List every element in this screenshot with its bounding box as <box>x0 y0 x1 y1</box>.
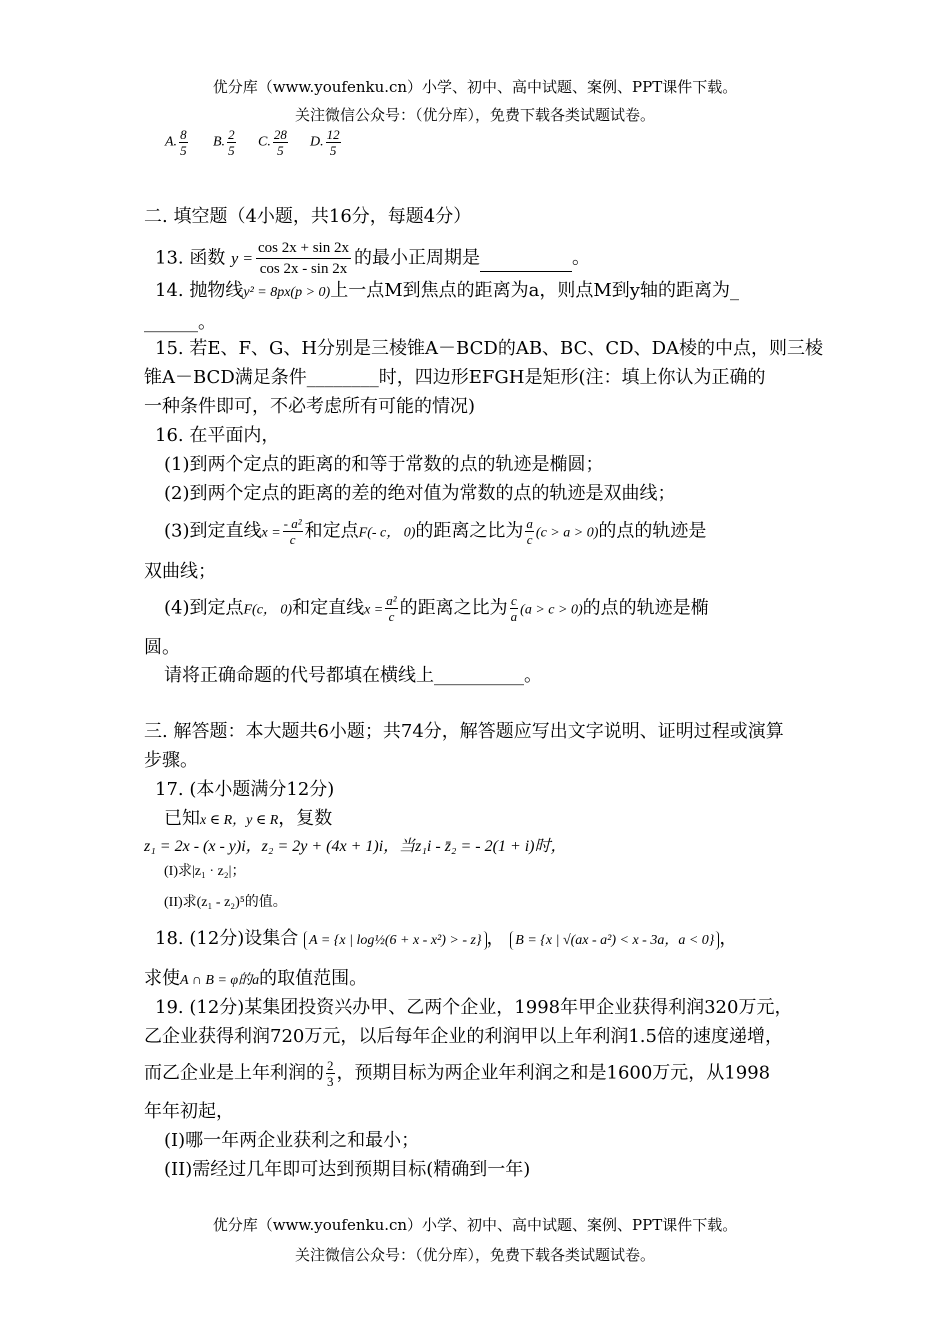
footer-line-2: 关注微信公众号：（优分库），免费下载各类试题试卷。 <box>294 1246 655 1264</box>
question-16-item-4-continued: 圆。 <box>144 637 180 658</box>
question-17-title: 17. (本小题满分12分) <box>155 779 335 800</box>
question-19-line-2: 乙企业获得利润720万元，以后每年企业的利润甲以上年利润1.5倍的速度递增， <box>144 1026 783 1047</box>
choice-d: D. $\frac{12}{5}$ <box>310 127 340 158</box>
question-16-item-2: (2)到两个定点的距离的差的绝对值为常数的点的轨迹是双曲线； <box>164 483 676 504</box>
question-19-line-3: 而乙企业是上年利润的 $\frac{2}{3}$ ，预期目标为两企业年利润之和是1600万元，从1998 <box>144 1058 771 1089</box>
question-19-part-2: (II)需经过几年即可达到预期目标(精确到一年) <box>164 1159 531 1180</box>
header-line-2: 关注微信公众号：（优分库），免费下载各类试题试卷。 <box>294 106 655 124</box>
choice-a: A. $\frac{8}{5}$ <box>165 127 187 158</box>
question-13: 13. 函数 y = $\frac{\cos 2x + \sin 2x}{\cos 2x - \sin 2x}$ 的最小正周期是 。 <box>155 240 590 277</box>
question-17-part-1: (I)求|z₁ · z₂|； <box>164 864 246 879</box>
question-18: 18. (12分)设集合 A = {x | log½(6 + x - x²) > - z} ， B = {x | √(ax - a²) < x - 3a，a < 0} ， <box>155 928 738 949</box>
question-17-equation: z₁ = 2x - (x - y)i，z₂ = 2y + (4x + 1)i，当z₁i - z̄₂ = - 2(1 + i)时， <box>144 838 567 855</box>
question-16-item-3-continued: 双曲线； <box>144 561 216 582</box>
question-16-item-3: (3)到定直线x = $\frac{\text{- a²}}{c}$ 和定点F(- c， 0)的距离之比为 $\frac{a}{c}$ (c > a > 0)的点的轨迹是 <box>164 516 707 547</box>
question-19-part-1: (I)哪一年两企业获利之和最小； <box>164 1130 420 1151</box>
question-18-line-2: 求使A ∩ B = φ的a的取值范围。 <box>144 968 368 989</box>
section3-title-line-1: 三. 解答题：本大题共6小题；共74分，解答题应写出文字说明、证明过程或演算 <box>144 721 784 742</box>
question-14: 14. 抛物线y² = 8px(p > 0)上一点M到焦点的距离为a，则点M到y轴的距离为_ <box>155 280 739 301</box>
footer-line-1: 优分库（www.youfenku.cn）小学、初中、高中试题、案例、PPT课件下载。 <box>212 1216 738 1234</box>
question-16-item-4: (4)到定点F(c， 0)和定直线x = $\frac{\text{a²}}{c}$ 的距离之比为 $\frac{c}{a}$ (a > c > 0)的点的轨迹是椭 <box>164 593 709 624</box>
question-15-line-2: 锥A－BCD满足条件________时，四边形EFGH是矩形(注：填上你认为正确的 <box>144 367 766 388</box>
section2-title: 二. 填空题（4小题，共16分，每题4分） <box>144 206 472 227</box>
section3-title-line-2: 步骤。 <box>144 750 198 771</box>
question-15-line-3: 一种条件即可，不必考虑所有可能的情况) <box>144 396 476 417</box>
question-16-answer-prompt: 请将正确命题的代号都填在横线上__________。 <box>164 665 542 686</box>
question-16-intro: 16. 在平面内， <box>155 425 280 446</box>
question-17-part-2: (II)求(z₁ - z₂)⁵的值。 <box>164 895 287 910</box>
choice-b: B. $\frac{2}{5}$ <box>213 127 235 158</box>
question-16-item-1: (1)到两个定点的距离的和等于常数的点的轨迹是椭圆； <box>164 454 604 475</box>
choice-c: C. $\frac{28}{5}$ <box>258 127 287 158</box>
header-line-1: 优分库（www.youfenku.cn）小学、初中、高中试题、案例、PPT课件下载。 <box>212 78 738 96</box>
question-19-line-4: 年年初起， <box>144 1101 234 1122</box>
question-15-line-1: 15. 若E、F、G、H分别是三棱锥A－BCD的AB、BC、CD、DA棱的中点，则三棱 <box>155 338 824 359</box>
question-14-continued: ______。 <box>144 312 216 333</box>
question-17-given: 已知x ∈ R，y ∈ R，复数 <box>164 808 333 829</box>
question-19-line-1: 19. (12分)某集团投资兴办甲、乙两个企业，1998年甲企业获得利润320万元， <box>155 997 793 1018</box>
